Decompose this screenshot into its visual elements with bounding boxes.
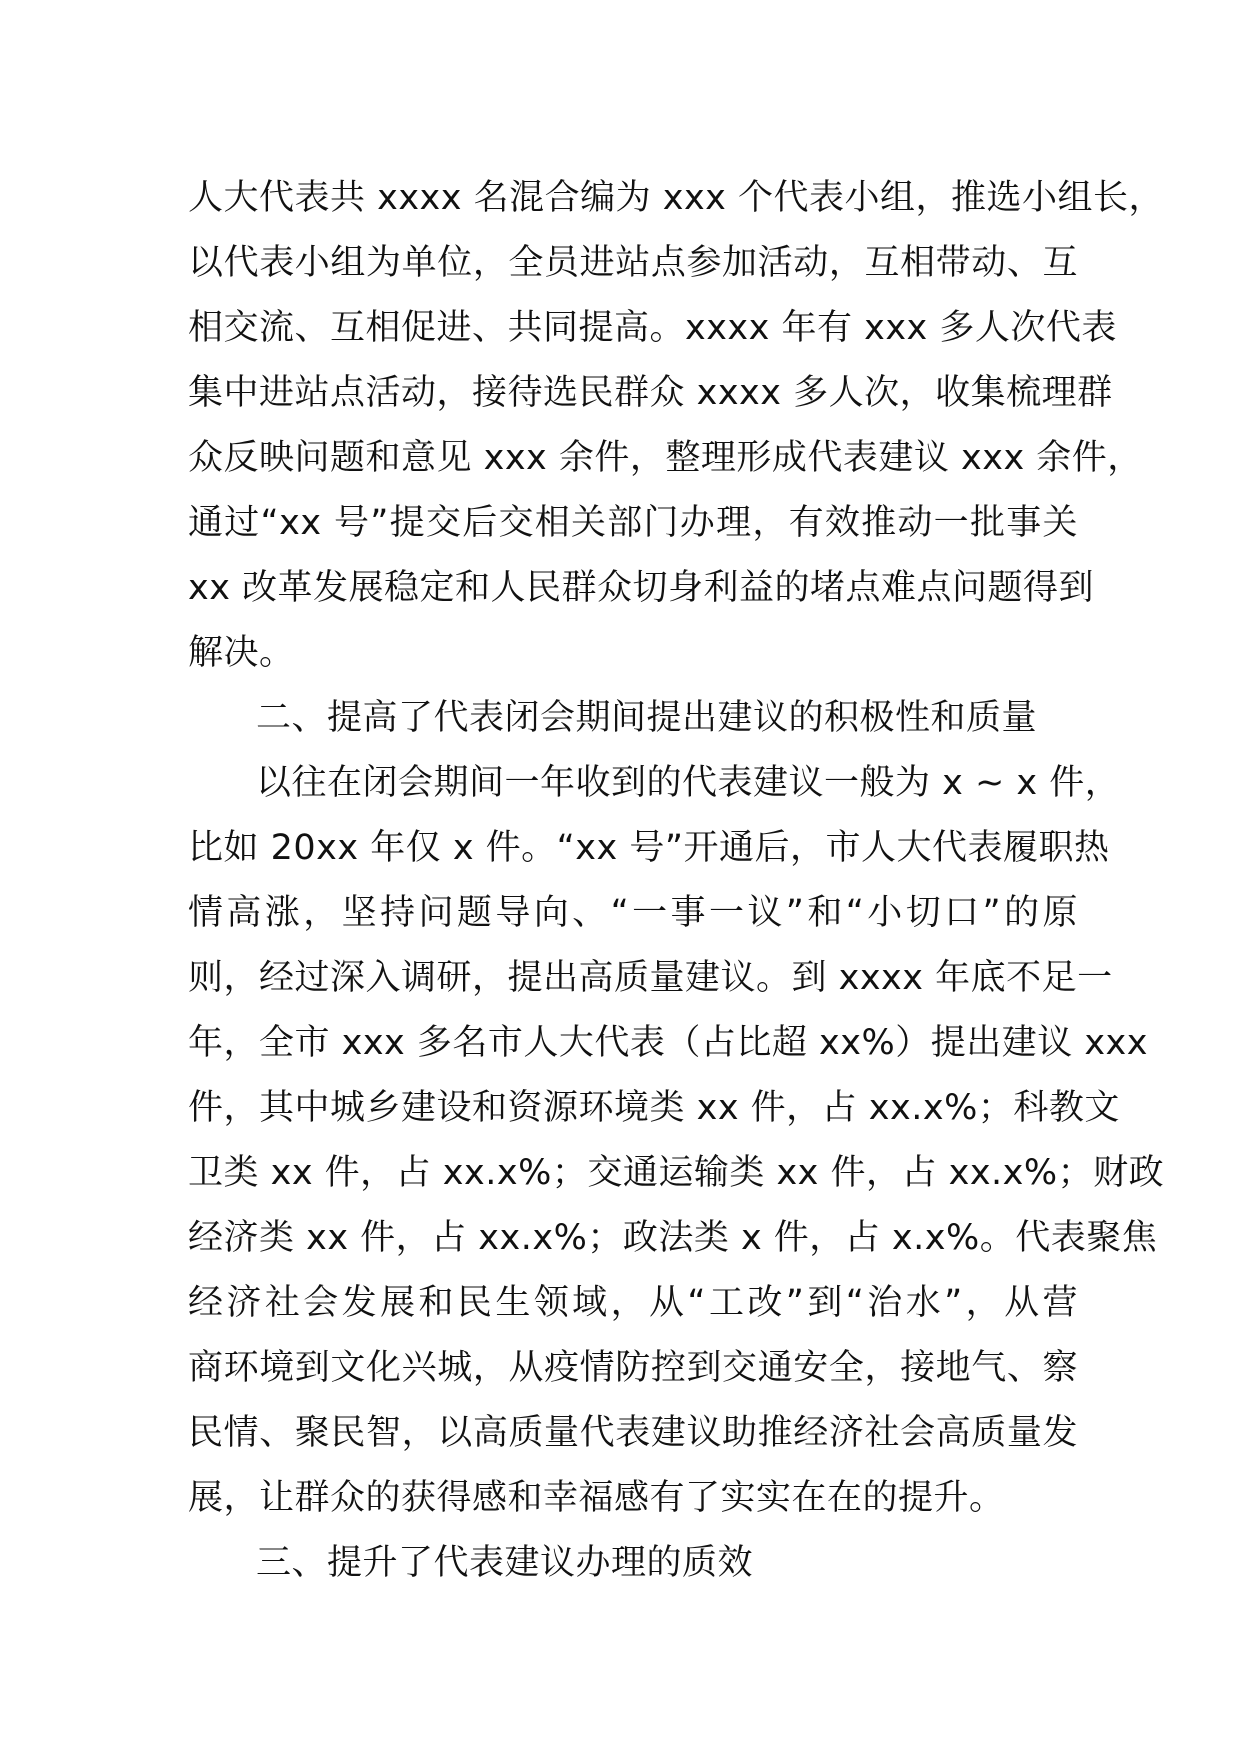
- paragraph-1: [188, 166, 1164, 686]
- section-heading: 二、提高了代表闭会期间提出建议的积极性和质量: [256, 698, 1038, 738]
- paragraph-2: [188, 751, 1165, 1531]
- section-heading: 三、提升了代表建议办理的质效: [256, 1543, 754, 1583]
- paragraph-line: xx 改革发展稳定和人民群众切身利益的堵点难点问题得到: [188, 568, 1095, 608]
- paragraph-line: 比如 20xx 年仅 x 件。“xx 号”开通后，市人大代表履职热: [188, 828, 1110, 868]
- paragraph-line: 商环境到文化兴城，从疫情防控到交通安全，接地气、察: [188, 1348, 1078, 1388]
- paragraph-line: 件，其中城乡建设和资源环境类 xx 件，占 xx.x%；科教文: [188, 1088, 1120, 1128]
- paragraph-line: 集中进站点活动，接待选民群众 xxxx 多人次，收集梳理群: [188, 373, 1113, 413]
- paragraph-line: 解决。: [188, 633, 295, 673]
- paragraph-line: 经济社会发展和民生领域，从“工改”到“治水”，从营: [188, 1283, 1078, 1323]
- paragraph-line: 民情、聚民智，以高质量代表建议助推经济社会高质量发: [188, 1413, 1078, 1453]
- paragraph-line: 人大代表共 xxxx 名混合编为 xxx 个代表小组，推选小组长，: [188, 178, 1164, 218]
- paragraph-line: 经济类 xx 件，占 xx.x%；政法类 x 件，占 x.x%。代表聚焦: [188, 1218, 1158, 1258]
- paragraph-line: 以往在闭会期间一年收到的代表建议一般为 x ~ x 件，: [256, 763, 1121, 803]
- document-body: [188, 166, 1165, 1596]
- paragraph-line: 年，全市 xxx 多名市人大代表（占比超 xx%）提出建议 xxx: [188, 1023, 1148, 1063]
- paragraph-line: 卫类 xx 件，占 xx.x%；交通运输类 xx 件，占 xx.x%；财政: [188, 1153, 1165, 1193]
- paragraph-line: 以代表小组为单位，全员进站点参加活动，互相带动、互: [188, 243, 1078, 283]
- paragraph-line: 情高涨，坚持问题导向、“一事一议”和“小切口”的原: [188, 893, 1078, 933]
- paragraph-line: 众反映问题和意见 xxx 余件，整理形成代表建议 xxx 余件，: [188, 438, 1143, 478]
- paragraph-line: 则，经过深入调研，提出高质量建议。到 xxxx 年底不足一: [188, 958, 1113, 998]
- paragraph-line: 通过“xx 号”提交后交相关部门办理，有效推动一批事关: [188, 503, 1078, 543]
- paragraph-line: 展，让群众的获得感和幸福感有了实实在在的提升。: [188, 1478, 1005, 1518]
- paragraph-line: 相交流、互相促进、共同提高。xxxx 年有 xxx 多人次代表: [188, 308, 1117, 348]
